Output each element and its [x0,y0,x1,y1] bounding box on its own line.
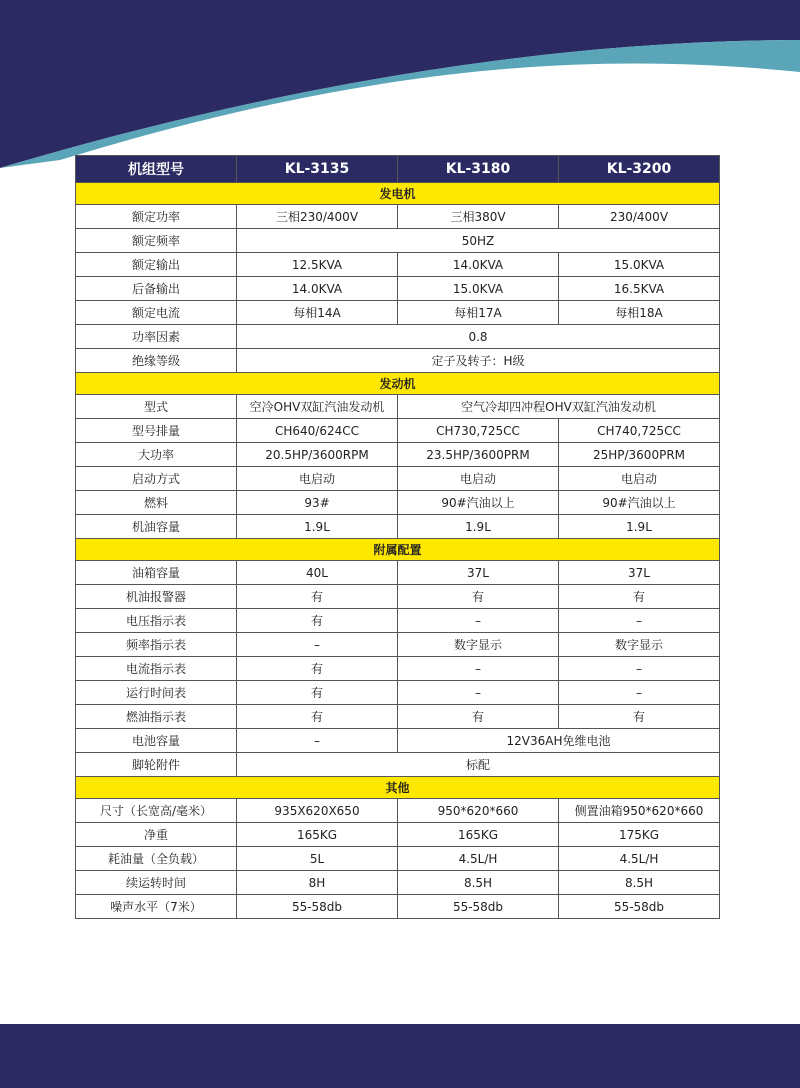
header-cell: KL-3200 [559,156,720,183]
row-label: 燃料 [76,491,237,515]
value-cell: – [559,681,720,705]
value-cell: 55-58db [398,895,559,919]
header-cell: 机组型号 [76,156,237,183]
value-cell: 有 [398,585,559,609]
value-cell: 有 [237,609,398,633]
table-row [76,561,720,585]
value-cell: 8.5H [559,871,720,895]
value-cell: 8H [237,871,398,895]
header-cell: KL-3180 [398,156,559,183]
value-cell: 950*620*660 [398,799,559,823]
row-label: 机油容量 [76,515,237,539]
table-row [76,753,720,777]
row-label: 电流指示表 [76,657,237,681]
table-row [76,823,720,847]
table-row [76,633,720,657]
table-row [76,443,720,467]
row-label: 后备输出 [76,277,237,301]
row-label: 机油报警器 [76,585,237,609]
header-wave-graphic [0,0,800,170]
section-title: 发动机 [76,373,720,395]
spec-table [75,155,720,919]
value-cell: 175KG [559,823,720,847]
value-cell: CH730,725CC [398,419,559,443]
value-cell: 1.9L [559,515,720,539]
value-cell: 1.9L [398,515,559,539]
value-cell: 12.5KVA [237,253,398,277]
table-row [76,681,720,705]
value-cell: 有 [237,657,398,681]
table-row [76,705,720,729]
row-label: 电压指示表 [76,609,237,633]
value-cell: 定子及转子：H级 [237,349,720,373]
value-cell: 37L [559,561,720,585]
value-cell: 37L [398,561,559,585]
row-label: 启动方式 [76,467,237,491]
section-header-row [76,373,720,395]
table-row [76,301,720,325]
table-row [76,871,720,895]
value-cell: 165KG [398,823,559,847]
value-cell: 有 [398,705,559,729]
value-cell: 电启动 [559,467,720,491]
row-label: 大功率 [76,443,237,467]
row-label: 型号排量 [76,419,237,443]
row-label: 油箱容量 [76,561,237,585]
section-header-row [76,183,720,205]
value-cell: 15.0KVA [398,277,559,301]
value-cell: 20.5HP/3600RPM [237,443,398,467]
value-cell: 三相230/400V [237,205,398,229]
row-label: 噪声水平（7米） [76,895,237,919]
value-cell: 侧置油箱950*620*660 [559,799,720,823]
table-row [76,325,720,349]
row-label: 尺寸（长宽高/毫米） [76,799,237,823]
table-row [76,253,720,277]
value-cell: 50HZ [237,229,720,253]
table-row [76,609,720,633]
table-row [76,729,720,753]
value-cell: 空冷OHV双缸汽油发动机 [237,395,398,419]
spec-table-body [76,183,720,919]
value-cell: 230/400V [559,205,720,229]
header-cell: KL-3135 [237,156,398,183]
value-cell: 有 [237,585,398,609]
value-cell: 93# [237,491,398,515]
section-header-row [76,777,720,799]
value-cell: 55-58db [559,895,720,919]
value-cell: 935X620X650 [237,799,398,823]
value-cell: 14.0KVA [398,253,559,277]
table-row [76,657,720,681]
footer-bar [0,1024,800,1088]
row-label: 燃油指示表 [76,705,237,729]
row-label: 额定频率 [76,229,237,253]
value-cell: – [398,681,559,705]
table-row [76,395,720,419]
value-cell: 12V36AH免维电池 [398,729,720,753]
value-cell: 空气冷却四冲程OHV双缸汽油发动机 [398,395,720,419]
table-row [76,895,720,919]
value-cell: – [237,633,398,657]
value-cell: 90#汽油以上 [559,491,720,515]
value-cell: 15.0KVA [559,253,720,277]
value-cell: 电启动 [237,467,398,491]
row-label: 耗油量（全负载） [76,847,237,871]
row-label: 电池容量 [76,729,237,753]
section-title: 发电机 [76,183,720,205]
row-label: 运行时间表 [76,681,237,705]
value-cell: 数字显示 [398,633,559,657]
value-cell: 4.5L/H [398,847,559,871]
section-title: 附属配置 [76,539,720,561]
table-row [76,419,720,443]
value-cell: 每相18A [559,301,720,325]
value-cell: 16.5KVA [559,277,720,301]
table-header-row [76,156,720,183]
value-cell: 5L [237,847,398,871]
value-cell: – [398,657,559,681]
row-label: 型式 [76,395,237,419]
value-cell: 有 [559,585,720,609]
value-cell: 有 [559,705,720,729]
row-label: 额定功率 [76,205,237,229]
value-cell: – [237,729,398,753]
value-cell: 14.0KVA [237,277,398,301]
table-row [76,799,720,823]
value-cell: 8.5H [398,871,559,895]
row-label: 绝缘等级 [76,349,237,373]
table-row [76,229,720,253]
row-label: 续运转时间 [76,871,237,895]
row-label: 脚轮附件 [76,753,237,777]
table-row [76,349,720,373]
value-cell: 1.9L [237,515,398,539]
value-cell: – [398,609,559,633]
value-cell: 23.5HP/3600PRM [398,443,559,467]
value-cell: 电启动 [398,467,559,491]
value-cell: 55-58db [237,895,398,919]
value-cell: 数字显示 [559,633,720,657]
row-label: 频率指示表 [76,633,237,657]
value-cell: 每相17A [398,301,559,325]
table-row [76,585,720,609]
table-row [76,491,720,515]
value-cell: 40L [237,561,398,585]
value-cell: 有 [237,705,398,729]
value-cell: 每相14A [237,301,398,325]
value-cell: 标配 [237,753,720,777]
section-header-row [76,539,720,561]
value-cell: 4.5L/H [559,847,720,871]
value-cell: 165KG [237,823,398,847]
table-row [76,205,720,229]
value-cell: 25HP/3600PRM [559,443,720,467]
table-row [76,277,720,301]
row-label: 额定电流 [76,301,237,325]
value-cell: – [559,609,720,633]
row-label: 额定输出 [76,253,237,277]
table-row [76,847,720,871]
value-cell: CH740,725CC [559,419,720,443]
value-cell: – [559,657,720,681]
table-row [76,515,720,539]
table-row [76,467,720,491]
value-cell: 有 [237,681,398,705]
value-cell: 0.8 [237,325,720,349]
value-cell: 三相380V [398,205,559,229]
section-title: 其他 [76,777,720,799]
row-label: 功率因素 [76,325,237,349]
row-label: 净重 [76,823,237,847]
value-cell: 90#汽油以上 [398,491,559,515]
value-cell: CH640/624CC [237,419,398,443]
